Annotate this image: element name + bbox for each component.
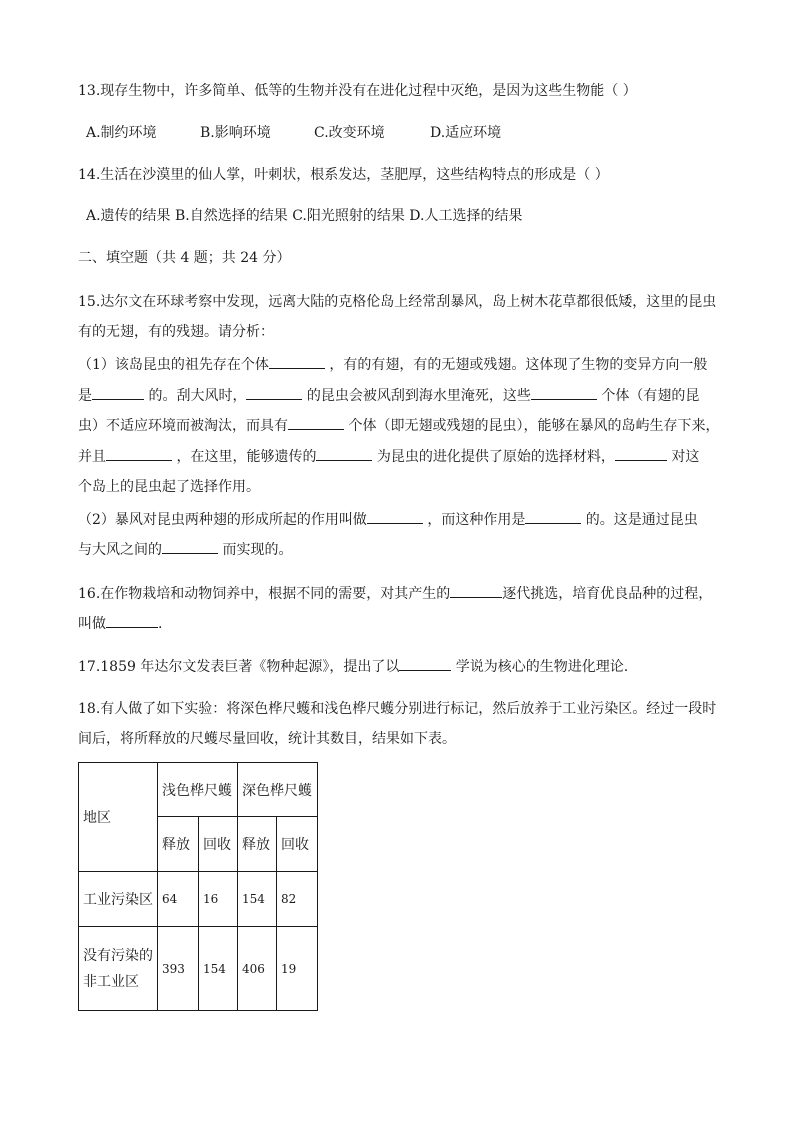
text: 是 — [78, 388, 92, 404]
region-line-2: 非工业区 — [83, 973, 139, 990]
answer-blank[interactable] — [162, 539, 218, 554]
q13-option-c: C.改变环境 — [314, 125, 385, 141]
section-title: 二、填空题（共 4 题；共 24 分） — [78, 250, 291, 266]
answer-blank[interactable] — [92, 385, 144, 400]
answer-blank[interactable] — [525, 509, 581, 524]
light-recapture-cell: 154 — [199, 927, 238, 1011]
q16-line-2 — [78, 613, 162, 634]
answer-blank[interactable] — [367, 509, 423, 524]
moth-recapture-table — [78, 762, 318, 1011]
text: 而实现的。 — [218, 542, 293, 558]
answer-blank[interactable] — [615, 446, 667, 461]
text: ，在这里，能够遗传的 — [172, 449, 317, 465]
q13-option-b: B.影响环境 — [200, 125, 271, 141]
answer-blank[interactable] — [531, 385, 597, 400]
text: ，有的有翅，有的无翅或残翅。这体现了生物的变异方向一般 — [324, 357, 708, 373]
q15-line-3 — [78, 354, 707, 375]
answer-blank[interactable] — [106, 613, 158, 628]
text: 个体（即无翅或残翅的昆虫），能够在暴风的岛屿生存下来， — [344, 418, 720, 434]
dark-release-cell: 406 — [238, 927, 277, 1011]
text: . — [158, 616, 163, 632]
text: 为昆虫的进化提供了原始的选择材料， — [372, 449, 615, 465]
text: 并且 — [78, 449, 106, 465]
text: ，而这种作用是 — [422, 512, 526, 528]
text: 的昆虫会被风刮到海水里淹死，这些 — [302, 388, 531, 404]
text: 学说为核心的生物进化理论. — [451, 659, 629, 675]
table-row — [79, 927, 318, 1011]
text: （2）暴风对昆虫两种翅的形成所起的作用叫做 — [78, 512, 367, 528]
q18-line-2: 间后，将所释放的尺蠖尽量回收，统计其数目，结果如下表。 — [78, 731, 456, 747]
dark-release-cell: 154 — [238, 872, 277, 927]
light-moth-header: 浅色桦尺蠖 — [158, 763, 238, 817]
q16-line-1 — [78, 583, 712, 604]
q15-line-5 — [78, 415, 719, 436]
region-cell: 工业污染区 — [79, 872, 158, 927]
light-recapture-cell: 16 — [199, 872, 238, 927]
q18-line-1: 18.有人做了如下实验：将深色桦尺蠖和浅色桦尺蠖分别进行标记，然后放养于工业污染区。经过一段时 — [78, 701, 717, 717]
text: 叫做 — [78, 616, 106, 632]
q15-line-6 — [78, 446, 699, 467]
text: 个体（有翅的昆 — [596, 388, 700, 404]
q17-line — [78, 656, 628, 677]
text: 逐代挑选，培育优良品种的过程， — [502, 586, 713, 602]
q15-line-2: 有的无翅，有的残翅。请分析： — [78, 324, 274, 340]
release-header: 释放 — [158, 817, 199, 872]
recapture-header: 回收 — [199, 817, 238, 872]
answer-blank[interactable] — [316, 446, 372, 461]
q15-line-9 — [78, 539, 292, 560]
text: （1）该岛昆虫的祖先存在个体 — [78, 357, 269, 373]
answer-blank[interactable] — [288, 415, 344, 430]
q13-option-a: A.制约环境 — [86, 125, 157, 141]
release-header: 释放 — [238, 817, 277, 872]
text: 的。刮大风时， — [144, 388, 247, 404]
table-row — [79, 872, 318, 927]
region-line-1: 没有污染的 — [83, 947, 153, 964]
light-release-cell: 393 — [158, 927, 199, 1011]
q15-line-8 — [78, 509, 698, 530]
region-cell — [79, 927, 158, 1011]
dark-recapture-cell: 19 — [277, 927, 318, 1011]
text: 对这 — [666, 449, 700, 465]
dark-recapture-cell: 82 — [277, 872, 318, 927]
text: 虫）不适应环境而被淘汰，而具有 — [78, 418, 288, 434]
q15-line-1: 15.达尔文在环球考察中发现，远离大陆的克格伦岛上经常刮暴风，岛上树木花草都很低矮，这里的昆虫 — [78, 294, 717, 310]
answer-blank[interactable] — [246, 385, 302, 400]
text: 16.在作物栽培和动物饲养中，根据不同的需要，对其产生的 — [78, 586, 451, 602]
q14-options: A.遗传的结果 B.自然选择的结果 C.阳光照射的结果 D.人工选择的结果 — [86, 208, 523, 224]
q15-line-7: 个岛上的昆虫起了选择作用。 — [78, 479, 260, 495]
light-release-cell: 64 — [158, 872, 199, 927]
q13-stem: 13.现存生物中，许多简单、低等的生物并没有在进化过程中灭绝，是因为这些生物能（ ） — [78, 83, 637, 99]
region-header-cell: 地区 — [79, 763, 158, 872]
answer-blank[interactable] — [269, 354, 325, 369]
table-header-row — [79, 763, 318, 817]
text: 的。这是通过昆虫 — [581, 512, 698, 528]
answer-blank[interactable] — [450, 583, 502, 598]
text: 与大风之间的 — [78, 542, 162, 558]
answer-blank[interactable] — [106, 446, 172, 461]
text: 17.1859 年达尔文发表巨著《物种起源》，提出了以 — [78, 659, 400, 675]
q15-line-4 — [78, 385, 699, 406]
q14-stem: 14.生活在沙漠里的仙人掌，叶刺状，根系发达，茎肥厚，这些结构特点的形成是（ ） — [78, 167, 609, 183]
recapture-header: 回收 — [277, 817, 318, 872]
dark-moth-header: 深色桦尺蠖 — [238, 763, 318, 817]
q13-option-d: D.适应环境 — [430, 125, 502, 141]
answer-blank[interactable] — [399, 656, 451, 671]
